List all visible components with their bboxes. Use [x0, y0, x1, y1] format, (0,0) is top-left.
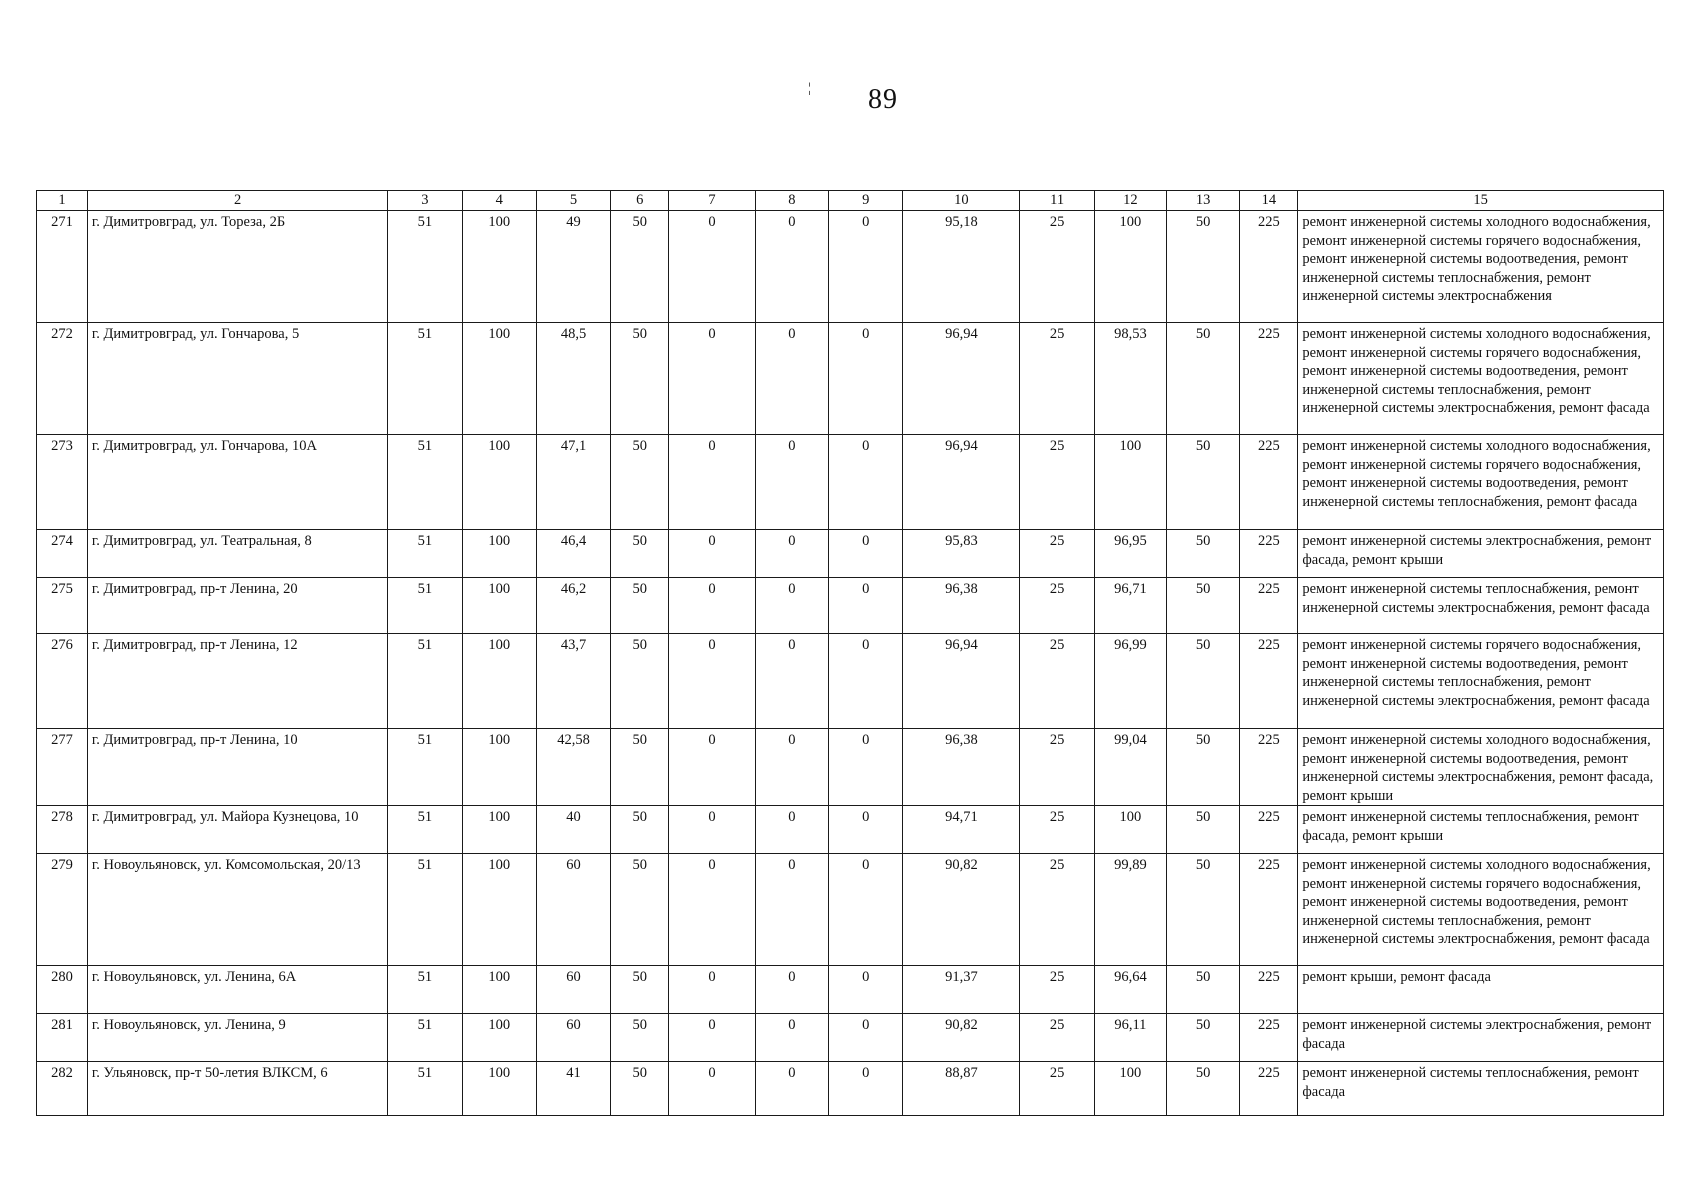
cell-col-4: 100 — [462, 323, 536, 435]
cell-col-11: 25 — [1020, 634, 1094, 729]
cell-col-7: 0 — [669, 211, 756, 323]
works-list-cell: ремонт инженерной системы холодного водоснабжения, ремонт инженерной системы горячего водоснабжения, ремонт инженерной системы водоотведения, ремонт инженерной системы теплоснабжения, ремонт фасада — [1298, 435, 1664, 530]
column-number-1: 1 — [37, 191, 88, 211]
cell-col-9: 0 — [829, 435, 903, 530]
cell-col-3: 51 — [388, 530, 462, 578]
address-cell: г. Димитровград, ул. Гончарова, 5 — [87, 323, 387, 435]
column-number-11: 11 — [1020, 191, 1094, 211]
cell-col-4: 100 — [462, 1062, 536, 1116]
cell-col-6: 50 — [611, 578, 669, 634]
cell-col-8: 0 — [755, 435, 828, 530]
works-list-cell: ремонт крыши, ремонт фасада — [1298, 966, 1664, 1014]
cell-col-6: 50 — [611, 806, 669, 854]
address-cell: г. Димитровград, пр-т Ленина, 10 — [87, 729, 387, 806]
cell-col-3: 51 — [388, 1014, 462, 1062]
column-number-12: 12 — [1094, 191, 1166, 211]
cell-col-5: 48,5 — [536, 323, 610, 435]
address-cell: г. Новоульяновск, ул. Комсомольская, 20/13 — [87, 854, 387, 966]
cell-col-8: 0 — [755, 530, 828, 578]
table-row — [37, 578, 1664, 634]
cell-col-8: 0 — [755, 1062, 828, 1116]
cell-col-10: 96,38 — [903, 578, 1020, 634]
cell-col-8: 0 — [755, 966, 828, 1014]
cell-col-12: 99,04 — [1094, 729, 1166, 806]
cell-col-6: 50 — [611, 966, 669, 1014]
cell-col-14: 225 — [1240, 634, 1298, 729]
cell-col-10: 96,94 — [903, 634, 1020, 729]
cell-col-13: 50 — [1167, 530, 1240, 578]
cell-col-3: 51 — [388, 966, 462, 1014]
cell-col-7: 0 — [669, 634, 756, 729]
cell-col-6: 50 — [611, 435, 669, 530]
works-list-cell: ремонт инженерной системы холодного водоснабжения, ремонт инженерной системы водоотведения, ремонт инженерной системы электроснабжения, ремонт фасада, ремонт крыши — [1298, 729, 1664, 806]
cell-col-8: 0 — [755, 854, 828, 966]
cell-col-7: 0 — [669, 1062, 756, 1116]
cell-col-11: 25 — [1020, 530, 1094, 578]
address-cell: г. Димитровград, ул. Гончарова, 10А — [87, 435, 387, 530]
row-number-cell: 276 — [37, 634, 88, 729]
cell-col-13: 50 — [1167, 634, 1240, 729]
cell-col-6: 50 — [611, 634, 669, 729]
cell-col-5: 60 — [536, 854, 610, 966]
cell-col-9: 0 — [829, 806, 903, 854]
cell-col-6: 50 — [611, 1014, 669, 1062]
table-row — [37, 1062, 1664, 1116]
cell-col-7: 0 — [669, 966, 756, 1014]
row-number-cell: 273 — [37, 435, 88, 530]
cell-col-4: 100 — [462, 435, 536, 530]
table-row — [37, 806, 1664, 854]
table-row — [37, 323, 1664, 435]
cell-col-9: 0 — [829, 854, 903, 966]
cell-col-14: 225 — [1240, 1014, 1298, 1062]
cell-col-3: 51 — [388, 806, 462, 854]
column-number-row — [37, 191, 1664, 211]
column-number-13: 13 — [1167, 191, 1240, 211]
cell-col-13: 50 — [1167, 211, 1240, 323]
cell-col-5: 49 — [536, 211, 610, 323]
cell-col-7: 0 — [669, 530, 756, 578]
works-list-cell: ремонт инженерной системы теплоснабжения, ремонт фасада, ремонт крыши — [1298, 806, 1664, 854]
cell-col-6: 50 — [611, 323, 669, 435]
row-number-cell: 280 — [37, 966, 88, 1014]
cell-col-14: 225 — [1240, 578, 1298, 634]
column-number-2: 2 — [87, 191, 387, 211]
cell-col-6: 50 — [611, 729, 669, 806]
cell-col-11: 25 — [1020, 806, 1094, 854]
cell-col-8: 0 — [755, 729, 828, 806]
cell-col-12: 100 — [1094, 435, 1166, 530]
cell-col-10: 96,38 — [903, 729, 1020, 806]
cell-col-10: 91,37 — [903, 966, 1020, 1014]
row-number-cell: 277 — [37, 729, 88, 806]
cell-col-5: 46,2 — [536, 578, 610, 634]
address-cell: г. Новоульяновск, ул. Ленина, 9 — [87, 1014, 387, 1062]
cell-col-13: 50 — [1167, 854, 1240, 966]
cell-col-14: 225 — [1240, 1062, 1298, 1116]
cell-col-7: 0 — [669, 1014, 756, 1062]
cell-col-4: 100 — [462, 729, 536, 806]
cell-col-3: 51 — [388, 729, 462, 806]
row-number-cell: 281 — [37, 1014, 88, 1062]
column-number-10: 10 — [903, 191, 1020, 211]
works-list-cell: ремонт инженерной системы холодного водоснабжения, ремонт инженерной системы горячего водоснабжения, ремонт инженерной системы водоотведения, ремонт инженерной системы теплоснабжения, ремонт инженерной системы электроснабжения, ремонт фасада — [1298, 323, 1664, 435]
cell-col-4: 100 — [462, 854, 536, 966]
works-list-cell: ремонт инженерной системы теплоснабжения, ремонт инженерной системы электроснабжения, ремонт фасада — [1298, 578, 1664, 634]
cell-col-4: 100 — [462, 211, 536, 323]
cell-col-8: 0 — [755, 1014, 828, 1062]
cell-col-10: 90,82 — [903, 854, 1020, 966]
cell-col-11: 25 — [1020, 323, 1094, 435]
cell-col-10: 88,87 — [903, 1062, 1020, 1116]
column-number-6: 6 — [611, 191, 669, 211]
works-list-cell: ремонт инженерной системы холодного водоснабжения, ремонт инженерной системы горячего водоснабжения, ремонт инженерной системы водоотведения, ремонт инженерной системы теплоснабжения, ремонт инженерной системы электроснабжения, ремонт фасада — [1298, 854, 1664, 966]
page-number: 89 — [868, 84, 898, 115]
cell-col-10: 96,94 — [903, 435, 1020, 530]
cell-col-8: 0 — [755, 578, 828, 634]
address-cell: г. Димитровград, ул. Тореза, 2Б — [87, 211, 387, 323]
cell-col-3: 51 — [388, 435, 462, 530]
cell-col-4: 100 — [462, 578, 536, 634]
cell-col-12: 96,64 — [1094, 966, 1166, 1014]
cell-col-11: 25 — [1020, 729, 1094, 806]
address-cell: г. Димитровград, ул. Театральная, 8 — [87, 530, 387, 578]
cell-col-12: 96,95 — [1094, 530, 1166, 578]
cell-col-6: 50 — [611, 854, 669, 966]
cell-col-4: 100 — [462, 634, 536, 729]
cell-col-3: 51 — [388, 634, 462, 729]
cell-col-4: 100 — [462, 530, 536, 578]
cell-col-10: 96,94 — [903, 323, 1020, 435]
cell-col-9: 0 — [829, 578, 903, 634]
cell-col-5: 40 — [536, 806, 610, 854]
cell-col-13: 50 — [1167, 578, 1240, 634]
table-row — [37, 530, 1664, 578]
cell-col-11: 25 — [1020, 1062, 1094, 1116]
cell-col-8: 0 — [755, 806, 828, 854]
works-list-cell: ремонт инженерной системы холодного водоснабжения, ремонт инженерной системы горячего водоснабжения, ремонт инженерной системы водоотведения, ремонт инженерной системы теплоснабжения, ремонт инженерной системы электроснабжения — [1298, 211, 1664, 323]
cell-col-5: 60 — [536, 966, 610, 1014]
row-number-cell: 274 — [37, 530, 88, 578]
cell-col-11: 25 — [1020, 966, 1094, 1014]
cell-col-3: 51 — [388, 1062, 462, 1116]
cell-col-5: 41 — [536, 1062, 610, 1116]
cell-col-13: 50 — [1167, 729, 1240, 806]
cell-col-13: 50 — [1167, 323, 1240, 435]
works-list-cell: ремонт инженерной системы электроснабжения, ремонт фасада, ремонт крыши — [1298, 530, 1664, 578]
cell-col-10: 95,18 — [903, 211, 1020, 323]
cell-col-11: 25 — [1020, 211, 1094, 323]
row-number-cell: 282 — [37, 1062, 88, 1116]
works-list-cell: ремонт инженерной системы горячего водоснабжения, ремонт инженерной системы водоотведения, ремонт инженерной системы теплоснабжения, ремонт инженерной системы электроснабжения, ремонт фасада — [1298, 634, 1664, 729]
cell-col-12: 96,99 — [1094, 634, 1166, 729]
table-row — [37, 435, 1664, 530]
cell-col-12: 100 — [1094, 1062, 1166, 1116]
cell-col-6: 50 — [611, 1062, 669, 1116]
cell-col-8: 0 — [755, 323, 828, 435]
row-number-cell: 278 — [37, 806, 88, 854]
column-number-14: 14 — [1240, 191, 1298, 211]
cell-col-7: 0 — [669, 854, 756, 966]
cell-col-5: 43,7 — [536, 634, 610, 729]
cell-col-14: 225 — [1240, 211, 1298, 323]
cell-col-12: 100 — [1094, 211, 1166, 323]
column-number-5: 5 — [536, 191, 610, 211]
cell-col-9: 0 — [829, 1062, 903, 1116]
cell-col-12: 99,89 — [1094, 854, 1166, 966]
address-cell: г. Ульяновск, пр-т 50-летия ВЛКСМ, 6 — [87, 1062, 387, 1116]
table-row — [37, 854, 1664, 966]
cell-col-14: 225 — [1240, 323, 1298, 435]
cell-col-10: 90,82 — [903, 1014, 1020, 1062]
cell-col-9: 0 — [829, 634, 903, 729]
cell-col-12: 96,11 — [1094, 1014, 1166, 1062]
cell-col-7: 0 — [669, 435, 756, 530]
cell-col-14: 225 — [1240, 966, 1298, 1014]
address-cell: г. Димитровград, пр-т Ленина, 12 — [87, 634, 387, 729]
cell-col-14: 225 — [1240, 854, 1298, 966]
works-list-cell: ремонт инженерной системы электроснабжения, ремонт фасада — [1298, 1014, 1664, 1062]
cell-col-7: 0 — [669, 729, 756, 806]
row-number-cell: 279 — [37, 854, 88, 966]
cell-col-9: 0 — [829, 729, 903, 806]
table-row — [37, 966, 1664, 1014]
cell-col-7: 0 — [669, 806, 756, 854]
cell-col-5: 60 — [536, 1014, 610, 1062]
row-number-cell: 272 — [37, 323, 88, 435]
cell-col-6: 50 — [611, 530, 669, 578]
address-cell: г. Димитровград, пр-т Ленина, 20 — [87, 578, 387, 634]
scan-mark: ¦ — [808, 81, 811, 96]
row-number-cell: 275 — [37, 578, 88, 634]
table-row — [37, 1014, 1664, 1062]
column-number-4: 4 — [462, 191, 536, 211]
cell-col-14: 225 — [1240, 729, 1298, 806]
cell-col-11: 25 — [1020, 578, 1094, 634]
cell-col-10: 95,83 — [903, 530, 1020, 578]
table-row — [37, 634, 1664, 729]
cell-col-10: 94,71 — [903, 806, 1020, 854]
cell-col-6: 50 — [611, 211, 669, 323]
table-row — [37, 211, 1664, 323]
cell-col-3: 51 — [388, 854, 462, 966]
cell-col-13: 50 — [1167, 966, 1240, 1014]
cell-col-11: 25 — [1020, 1014, 1094, 1062]
cell-col-3: 51 — [388, 578, 462, 634]
cell-col-14: 225 — [1240, 435, 1298, 530]
cell-col-9: 0 — [829, 966, 903, 1014]
cell-col-13: 50 — [1167, 806, 1240, 854]
cell-col-8: 0 — [755, 211, 828, 323]
row-number-cell: 271 — [37, 211, 88, 323]
cell-col-11: 25 — [1020, 854, 1094, 966]
cell-col-14: 225 — [1240, 806, 1298, 854]
address-cell: г. Новоульяновск, ул. Ленина, 6А — [87, 966, 387, 1014]
address-cell: г. Димитровград, ул. Майора Кузнецова, 10 — [87, 806, 387, 854]
cell-col-9: 0 — [829, 211, 903, 323]
cell-col-12: 98,53 — [1094, 323, 1166, 435]
cell-col-4: 100 — [462, 966, 536, 1014]
column-number-7: 7 — [669, 191, 756, 211]
cell-col-9: 0 — [829, 530, 903, 578]
cell-col-5: 46,4 — [536, 530, 610, 578]
cell-col-8: 0 — [755, 634, 828, 729]
column-number-8: 8 — [755, 191, 828, 211]
cell-col-14: 225 — [1240, 530, 1298, 578]
cell-col-5: 47,1 — [536, 435, 610, 530]
column-number-9: 9 — [829, 191, 903, 211]
cell-col-13: 50 — [1167, 1062, 1240, 1116]
cell-col-12: 100 — [1094, 806, 1166, 854]
cell-col-7: 0 — [669, 578, 756, 634]
cell-col-11: 25 — [1020, 435, 1094, 530]
cell-col-12: 96,71 — [1094, 578, 1166, 634]
column-number-15: 15 — [1298, 191, 1664, 211]
cell-col-9: 0 — [829, 1014, 903, 1062]
cell-col-3: 51 — [388, 211, 462, 323]
cell-col-4: 100 — [462, 1014, 536, 1062]
cell-col-7: 0 — [669, 323, 756, 435]
cell-col-3: 51 — [388, 323, 462, 435]
column-number-3: 3 — [388, 191, 462, 211]
repair-register-table — [36, 190, 1664, 1116]
works-list-cell: ремонт инженерной системы теплоснабжения, ремонт фасада — [1298, 1062, 1664, 1116]
cell-col-5: 42,58 — [536, 729, 610, 806]
cell-col-9: 0 — [829, 323, 903, 435]
cell-col-4: 100 — [462, 806, 536, 854]
cell-col-13: 50 — [1167, 1014, 1240, 1062]
table-row — [37, 729, 1664, 806]
cell-col-13: 50 — [1167, 435, 1240, 530]
